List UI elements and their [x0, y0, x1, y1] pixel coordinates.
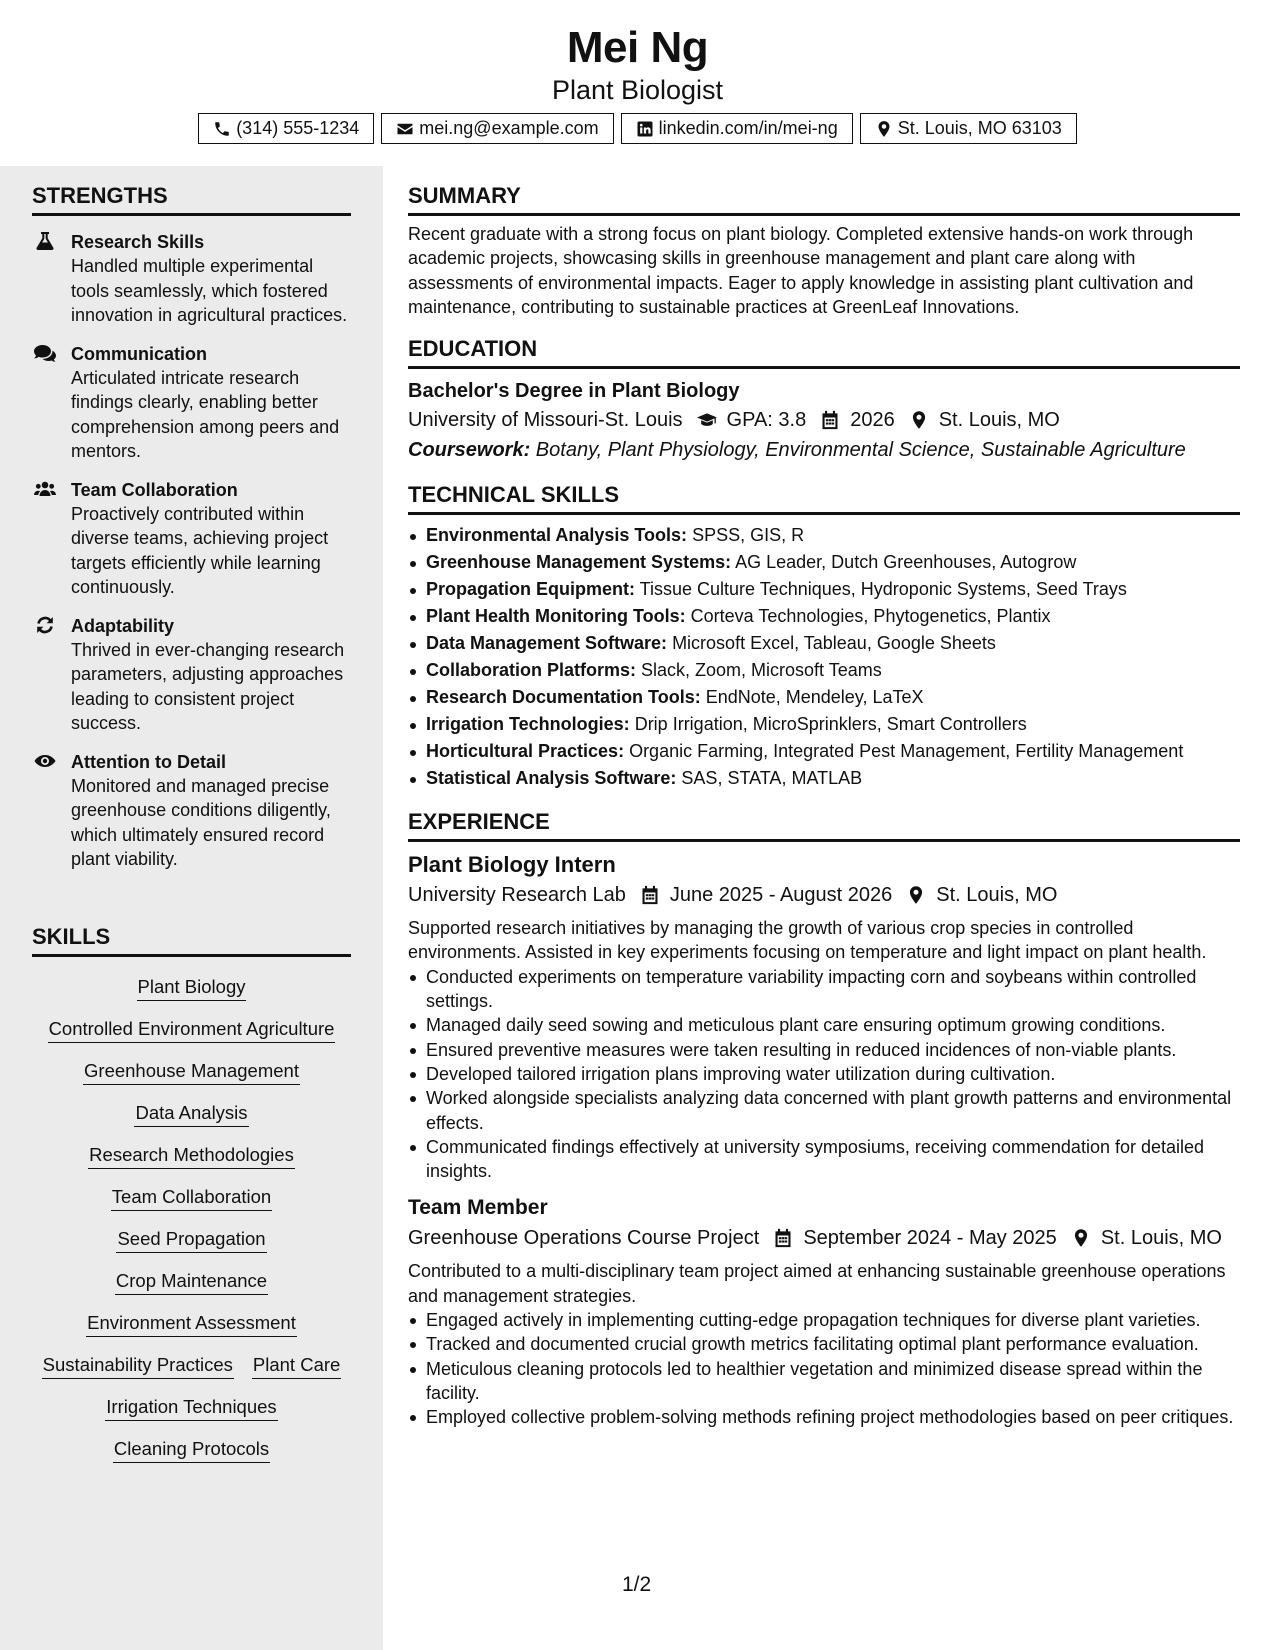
- skill-tag-list: [32, 959, 351, 1463]
- gpa: GPA: 3.8: [726, 409, 807, 432]
- skills-heading: SKILLS: [32, 924, 351, 957]
- strength-item: [32, 614, 351, 736]
- school-location: St. Louis, MO: [938, 409, 1060, 432]
- list-item: Tracked and documented crucial growth metrics facilitating optimal plant performance evaluation.: [408, 1332, 1240, 1356]
- envelope-icon: [396, 120, 414, 138]
- list-item: [408, 738, 1240, 765]
- job-description: Supported research initiatives by managing the growth of various crop species in controlled environments. Assisted in key experiments focusing on temperature and light impact on plant health.: [408, 918, 1207, 963]
- skill-tag: Greenhouse Management: [83, 1058, 300, 1085]
- strength-name: Team Collaboration: [71, 479, 238, 500]
- summary-heading: SUMMARY: [408, 183, 1240, 216]
- job-location: St. Louis, MO: [1100, 1227, 1222, 1250]
- list-item: [408, 711, 1240, 738]
- list-item: Worked alongside specialists analyzing data concerned with plant growth patterns and environmental effects.: [408, 1086, 1240, 1135]
- candidate-name: Mei Ng: [566, 23, 709, 72]
- skills-section: [32, 924, 351, 1463]
- job-bullets: [408, 1308, 1240, 1429]
- list-item: [408, 549, 1240, 576]
- strength-item: [32, 478, 351, 600]
- list-item: Meticulous cleaning protocols led to healthier vegetation and minimized disease spread within the facility.: [408, 1357, 1240, 1406]
- skill-tag: Plant Biology: [137, 974, 247, 1001]
- skill-category: Statistical Analysis Software:: [426, 768, 677, 789]
- strengths-heading: STRENGTHS: [32, 183, 351, 216]
- main-content: [408, 166, 1240, 1430]
- skill-category: Collaboration Platforms:: [426, 660, 637, 681]
- job-entry: [408, 850, 1240, 1183]
- list-item: [408, 684, 1240, 711]
- list-item: [408, 765, 1240, 792]
- list-item: Employed collective problem-solving methods refining project methodologies based on peer critiques.: [408, 1405, 1240, 1429]
- email-text: mei.ng@example.com: [419, 118, 599, 138]
- list-item: [408, 522, 1240, 549]
- map-marker-icon: [1057, 1228, 1101, 1248]
- education-section: [408, 336, 1240, 465]
- school-name: University of Missouri-St. Louis: [408, 409, 683, 432]
- skill-category: Irrigation Technologies:: [426, 714, 630, 735]
- skill-values: EndNote, Mendeley, LaTeX: [700, 687, 924, 708]
- job-org: Greenhouse Operations Course Project: [408, 1227, 760, 1250]
- list-item: Managed daily seed sowing and meticulous plant care ensuring optimum growing conditions.: [408, 1013, 1240, 1037]
- skill-tag: Irrigation Techniques: [105, 1394, 277, 1421]
- strength-item: [32, 230, 351, 328]
- flask-icon: [34, 232, 56, 250]
- coursework-label: Coursework:: [408, 439, 531, 462]
- skill-tag: Research Methodologies: [88, 1142, 295, 1169]
- list-item: [408, 657, 1240, 684]
- job-entry: [408, 1193, 1240, 1429]
- experience-heading: EXPERIENCE: [408, 809, 1240, 842]
- skill-tag: Sustainability Practices: [42, 1352, 234, 1379]
- list-item: Ensured preventive measures were taken resulting in reduced incidences of non-viable plants.: [408, 1038, 1240, 1062]
- job-location: St. Louis, MO: [936, 884, 1058, 907]
- degree-name: Bachelor's Degree in Plant Biology: [408, 380, 740, 403]
- strength-desc: Handled multiple experimental tools seamlessly, which fostered innovation in agricultural practices.: [71, 256, 348, 325]
- job-dates: June 2025 - August 2026: [669, 884, 893, 907]
- resume-header: [0, 0, 1275, 166]
- graduation-year: 2026: [850, 409, 895, 432]
- location-text: St. Louis, MO 63103: [897, 118, 1062, 138]
- strength-item: [32, 750, 351, 872]
- job-title: Team Member: [408, 1196, 548, 1220]
- strength-name: Adaptability: [71, 615, 175, 636]
- sync-icon: [34, 616, 56, 634]
- list-item: [408, 576, 1240, 603]
- technical-skills-list: [408, 522, 1240, 792]
- linkedin-icon: [636, 120, 654, 138]
- education-heading: EDUCATION: [408, 336, 1240, 369]
- map-marker-icon: [892, 885, 936, 905]
- skill-values: SAS, STATA, MATLAB: [676, 768, 863, 789]
- strength-name: Research Skills: [71, 232, 205, 252]
- coursework-list: Botany, Plant Physiology, Environmental Science, Sustainable Agriculture: [530, 439, 1186, 462]
- job-dates: September 2024 - May 2025: [803, 1227, 1057, 1250]
- skill-values: Corteva Technologies, Phytogenetics, Plantix: [685, 606, 1051, 627]
- skill-tag: Crop Maintenance: [115, 1268, 268, 1295]
- skill-values: AG Leader, Dutch Greenhouses, Autogrow: [731, 552, 1077, 573]
- summary-section: [408, 183, 1240, 319]
- sidebar: [0, 166, 383, 1650]
- strength-desc: Monitored and managed precise greenhouse conditions diligently, which ultimately ensured record plant viability.: [71, 775, 331, 869]
- comments-icon: [34, 344, 56, 362]
- strength-name: Communication: [71, 343, 208, 364]
- linkedin-text: linkedin.com/in/mei-ng: [658, 118, 838, 138]
- page-number: 1/2: [622, 1573, 652, 1596]
- strength-desc: Proactively contributed within diverse teams, achieving project targets efficiently while learning continuously.: [71, 503, 329, 597]
- contact-phone[interactable]: [198, 113, 374, 144]
- skill-values: Drip Irrigation, MicroSprinklers, Smart Controllers: [629, 714, 1027, 735]
- strength-desc: Articulated intricate research findings clearly, enabling better comprehension among peers and mentors.: [71, 367, 340, 461]
- skill-tag: Data Analysis: [134, 1100, 248, 1127]
- skill-tag: Cleaning Protocols: [113, 1436, 270, 1463]
- list-item: [408, 630, 1240, 657]
- strengths-section: [32, 183, 351, 872]
- contact-bar: [0, 113, 1275, 144]
- skill-tag: Environment Assessment: [86, 1310, 297, 1337]
- job-meta: [408, 1223, 1240, 1253]
- job-title: Plant Biology Intern: [408, 852, 616, 878]
- summary-text: Recent graduate with a strong focus on plant biology. Completed extensive hands-on work through academic projects, showcasing skills in greenhouse management and plant care along with assessments of environmental impacts. Eager to apply knowledge in assisting plant cultivation and maintenance, contributing to sustainable practices at GreenLeaf Innovations.: [408, 224, 1194, 317]
- list-item: Developed tailored irrigation plans improving water utilization during cultivation.: [408, 1062, 1240, 1086]
- job-meta: [408, 880, 1240, 910]
- strength-name: Attention to Detail: [71, 751, 226, 772]
- phone-text: (314) 555-1234: [236, 118, 360, 138]
- calendar-icon: [806, 410, 850, 430]
- skill-tag: Plant Care: [252, 1352, 341, 1379]
- list-item: [408, 603, 1240, 630]
- coursework: [408, 435, 1240, 465]
- skill-category: Greenhouse Management Systems:: [426, 552, 732, 573]
- contact-linkedin[interactable]: [621, 113, 853, 144]
- users-icon: [34, 480, 56, 498]
- skill-tag: Seed Propagation: [116, 1226, 266, 1253]
- skill-category: Horticultural Practices:: [426, 741, 625, 762]
- skill-category: Research Documentation Tools:: [426, 687, 701, 708]
- skill-values: SPSS, GIS, R: [687, 525, 805, 546]
- skill-category: Environmental Analysis Tools:: [426, 525, 688, 546]
- map-marker-icon: [895, 410, 939, 430]
- list-item: Communicated findings effectively at university symposiums, receiving commendation for detailed insights.: [408, 1135, 1240, 1184]
- education-meta: [408, 405, 1240, 435]
- contact-email[interactable]: [381, 113, 613, 144]
- skill-tag: Controlled Environment Agriculture: [48, 1016, 336, 1043]
- strength-desc: Thrived in ever-changing research parameters, adjusting approaches leading to consistent project success.: [71, 639, 345, 733]
- skill-values: Tissue Culture Techniques, Hydroponic Systems, Seed Trays: [635, 579, 1127, 600]
- strength-item: [32, 342, 351, 464]
- skill-category: Data Management Software:: [426, 633, 668, 654]
- list-item: Engaged actively in implementing cutting-edge propagation techniques for diverse plant varieties.: [408, 1308, 1240, 1332]
- phone-icon: [213, 120, 231, 138]
- skill-category: Propagation Equipment:: [426, 579, 635, 600]
- eye-icon: [34, 752, 56, 770]
- contact-location[interactable]: [860, 113, 1077, 144]
- list-item: Conducted experiments on temperature variability impacting corn and soybeans within controlled settings.: [408, 965, 1240, 1014]
- calendar-icon: [759, 1228, 803, 1248]
- technical-skills-heading: TECHNICAL SKILLS: [408, 482, 1240, 515]
- technical-skills-section: [408, 482, 1240, 792]
- skill-values: Microsoft Excel, Tableau, Google Sheets: [667, 633, 996, 654]
- skill-values: Organic Farming, Integrated Pest Management, Fertility Management: [624, 741, 1184, 762]
- skill-tag: Team Collaboration: [111, 1184, 272, 1211]
- experience-section: [408, 809, 1240, 1429]
- calendar-icon: [626, 885, 670, 905]
- skill-category: Plant Health Monitoring Tools:: [426, 606, 686, 627]
- skill-values: Slack, Zoom, Microsoft Teams: [636, 660, 882, 681]
- job-bullets: [408, 965, 1240, 1184]
- graduation-cap-icon: [683, 410, 727, 430]
- map-marker-icon: [875, 120, 893, 138]
- job-org: University Research Lab: [408, 884, 626, 907]
- job-description: Contributed to a multi-disciplinary team project aimed at enhancing sustainable greenhouse operations and management strategies.: [408, 1261, 1226, 1306]
- candidate-title: Plant Biologist: [551, 75, 724, 105]
